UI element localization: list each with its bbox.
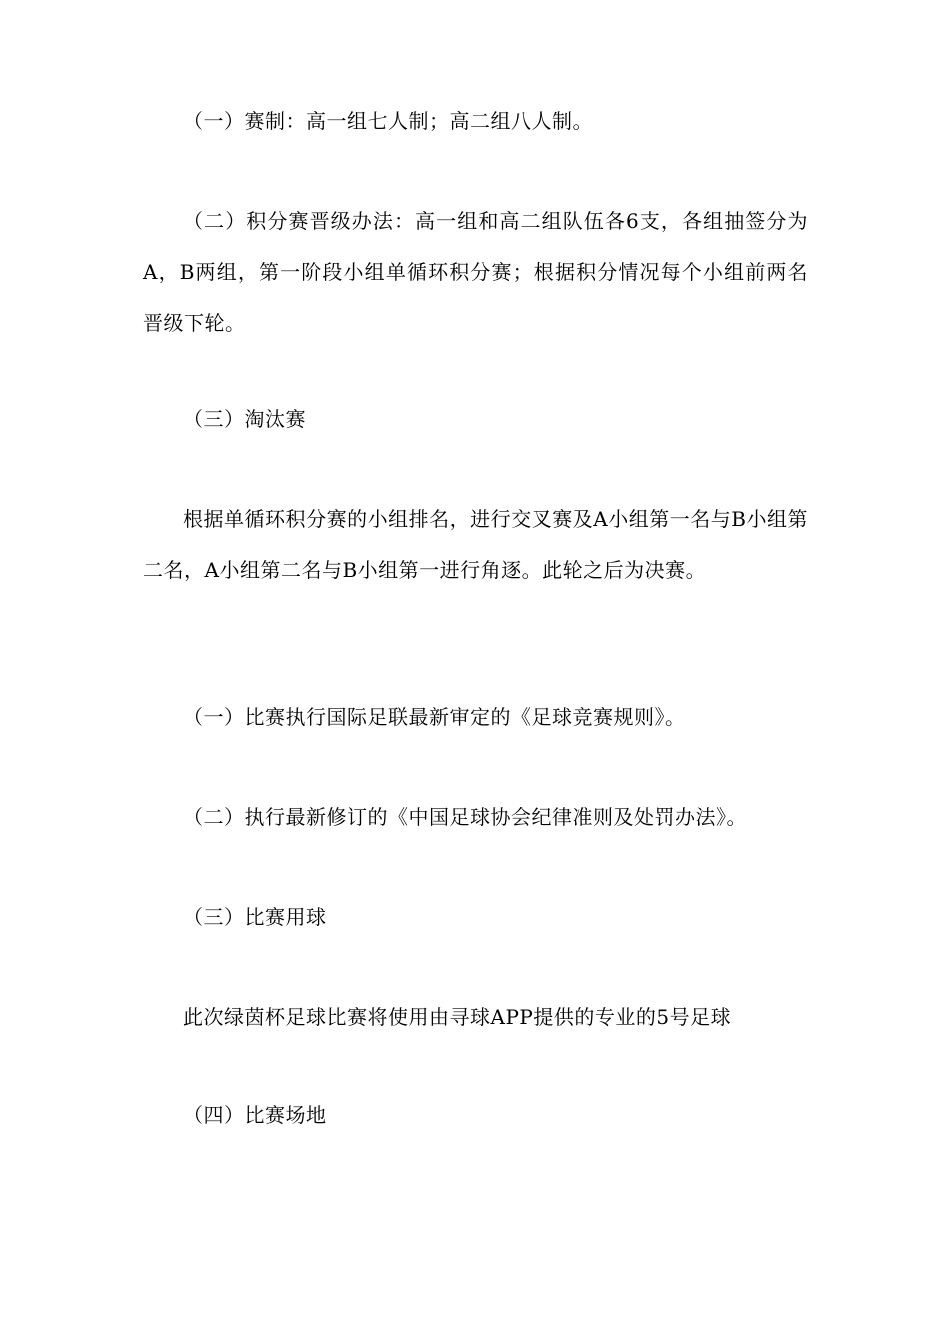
paragraph-points-advancement: （二）积分赛晋级办法：高一组和高二组队伍各6支，各组抽签分为A，B两组，第一阶段小组单循环积分赛；根据积分情况每个小组前两名晋级下轮。 [143, 209, 808, 335]
paragraph-match-ball-heading: （三）比赛用球 [183, 905, 327, 929]
paragraph-knockout-heading: （三）淘汰赛 [183, 407, 306, 431]
paragraph-fifa-rules: （一）比赛执行国际足联最新审定的《足球竞赛规则》。 [183, 705, 686, 729]
paragraph-competition-format: （一）赛制：高一组七人制；高二组八人制。 [183, 109, 593, 133]
paragraph-discipline-rules: （二）执行最新修订的《中国足球协会纪律准则及处罚办法》。 [183, 805, 747, 829]
paragraph-venue-heading: （四）比赛场地 [183, 1103, 327, 1127]
paragraph-match-ball-detail: 此次绿茵杯足球比赛将使用由寻球APP提供的专业的5号足球 [183, 1005, 732, 1029]
paragraph-knockout-rules: 根据单循环积分赛的小组排名，进行交叉赛及A小组第一名与B小组第二名，A小组第二名与B小组第一进行角逐。此轮之后为决赛。 [143, 507, 808, 582]
